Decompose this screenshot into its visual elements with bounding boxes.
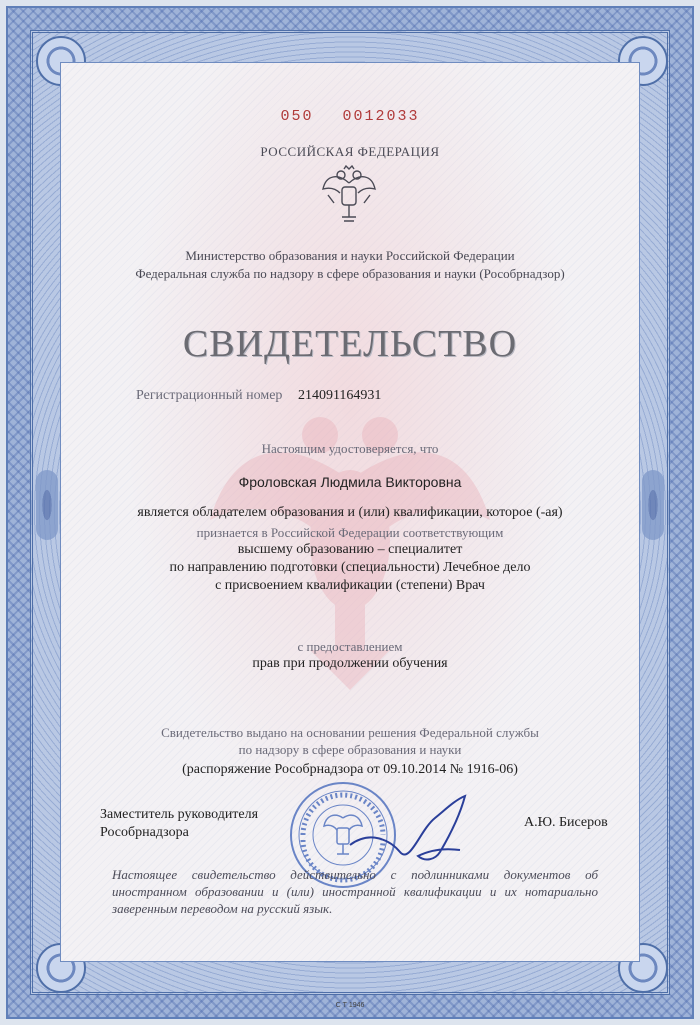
serial-series: 050 [280,108,314,125]
serial-number [0,108,700,125]
grant-text: с предоставлением [297,639,403,654]
registration-number: 214091164931 [297,388,382,403]
ministry-line-2: Федеральная служба по надзору в сфере образования и науки (Рособрнадзор) [135,266,565,281]
education-level: высшему образованию – специалитет [237,542,463,557]
certify-text: Настоящим удостоверяется, что [261,441,439,456]
country-heading: РОССИЙСКАЯ ФЕДЕРАЦИЯ [260,144,440,159]
serial-digits: 0012033 [342,108,420,125]
basis-line-2: по надзору в сфере образования и науки [238,742,462,757]
holder-name: Фроловская Людмила Викторовна [238,474,462,490]
signer-name: А.Ю. Бисеров [524,815,608,830]
certificate-title: СВИДЕТЕЛЬСТВО [182,323,518,365]
deputy-title [100,806,258,842]
validity-footnote: Настоящее свидетельство действительно с подлинниками документов об иностранном образовании и (или) иностранной квалификации и их нотариально заверенным переводом на русский язык. [112,867,598,916]
rights-text: прав при продолжении обучения [252,656,448,671]
basis-line-1: Свидетельство выдано на основании решения Федеральной службы [161,725,539,740]
decree-reference: (распоряжение Рособрнадзора от 09.10.2014 № 1916-06) [182,762,518,777]
printer-mark: С Т 1946 [335,1002,365,1009]
ministry-line-1: Министерство образования и науки Российской Федерации [185,248,515,263]
handwritten-signature [340,790,480,870]
holder-statement: является обладателем образования и (или) квалификации, которое (-ая) [137,505,563,520]
recognized-text: признается в Российской Федерации соответствующим [196,525,504,540]
registration-label: Регистрационный номер [136,388,283,403]
double-headed-eagle-icon [320,165,378,225]
education-specialty: по направлению подготовки (специальности) Лечебное дело [169,560,531,575]
deputy-line-1: Заместитель руководителя [100,807,259,822]
education-qualification: с присвоением квалификации (степени) Врач [215,578,485,593]
registration-line [136,388,381,404]
deputy-line-2: Рособрнадзора [100,825,189,840]
